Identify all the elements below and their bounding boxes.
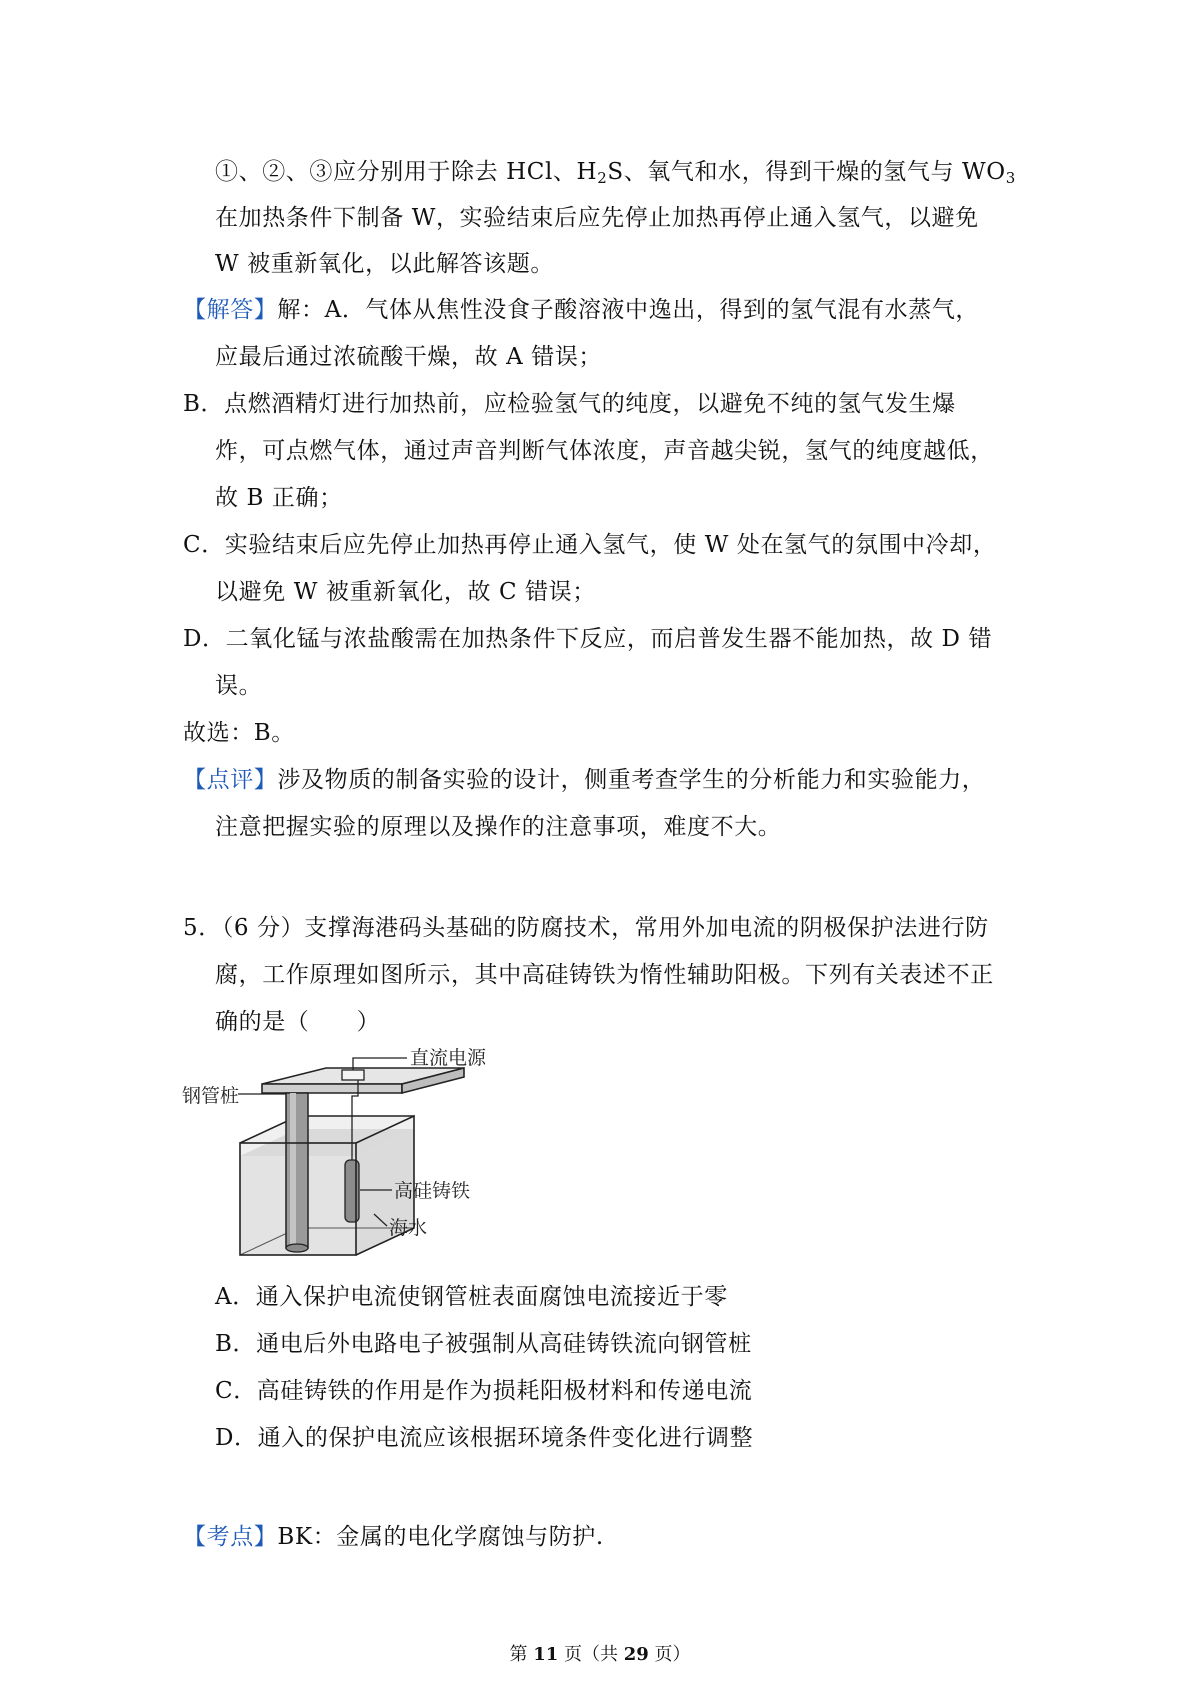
option-d-explanation: D．二氧化锰与浓盐酸需在加热条件下反应，而启普发生器不能加热，故 D 错 [183,626,993,652]
power-label: 直流电源 [410,1048,487,1069]
comment-line-2: 注意把握实验的原理以及操作的注意事项，难度不大。 [215,814,782,840]
footer-suffix: 页） [648,1644,691,1665]
analysis-line-1 [215,157,1016,187]
analysis-text-1b: S、氧气和水，得到干燥的氢气与 WO [607,159,1006,185]
analysis-text-1a: ①、②、③应分别用于除去 HCl、H [215,159,598,185]
steel-pile-bottom [286,1244,308,1252]
pile-label: 钢管桩 [182,1085,240,1107]
kaodian-line [183,1522,604,1552]
anode-rod [345,1160,359,1222]
answer-line-2: 应最后通过浓硫酸干燥，故 A 错误； [215,344,603,370]
question-5-line-3: 确的是（ ） [215,1009,381,1035]
page-footer [0,1640,1200,1666]
kaodian-tag: 【考点】 [183,1524,278,1550]
subscript-2: 2 [597,169,608,187]
comment-line-1 [183,765,985,795]
option-c-explanation: C．实验结束后应先停止加热再停止通入氢气，使 W 处在氢气的氛围中冷却， [183,532,997,558]
option-a: A．通入保护电流使钢管桩表面腐蚀电流接近于零 [215,1284,728,1310]
kaodian-text: BK：金属的电化学腐蚀与防护. [277,1524,604,1550]
option-b-explanation: B．点燃酒精灯进行加热前，应检验氢气的纯度，以避免不纯的氢气发生爆 [183,391,956,417]
answer-tag: 【解答】 [183,297,278,323]
board-front [262,1084,402,1093]
option-b-explanation-3: 故 B 正确； [215,485,343,511]
steel-pile-highlight [290,1093,296,1248]
footer-page-number: 11 [533,1644,559,1665]
analysis-line-3: W 被重新氧化，以此解答该题。 [215,251,554,277]
comment-text-1: 涉及物质的制备实验的设计，侧重考查学生的分析能力和实验能力， [277,767,986,793]
option-b-explanation-2: 炸，可点燃气体，通过声音判断气体浓度，声音越尖锐，氢气的纯度越低， [215,438,994,464]
question-5-line-1: 5．（6 分）支撑海港码头基础的防腐技术，常用外加电流的阴极保护法进行防 [183,915,989,941]
answer-text-1: 解：A．气体从焦性没食子酸溶液中逸出，得到的氢气混有水蒸气， [277,297,980,323]
answer-line-1 [183,295,979,325]
footer-total-pages: 29 [623,1644,649,1665]
steel-pile [286,1093,308,1248]
footer-prefix: 第 [509,1644,534,1665]
question-5-line-2: 腐，工作原理如图所示，其中高硅铸铁为惰性辅助阳极。下列有关表述不正 [215,962,994,988]
cathodic-protection-diagram [182,1048,522,1270]
subscript-3: 3 [1005,169,1016,187]
option-d-explanation-2: 误。 [215,673,263,699]
comment-tag: 【点评】 [183,767,278,793]
power-supply-box [342,1070,364,1080]
footer-middle: 页（共 [558,1644,624,1665]
seawater-label: 海水 [389,1217,428,1239]
final-choice: 故选：B。 [183,720,295,746]
option-b: B．通电后外电路电子被强制从高硅铸铁流向钢管桩 [215,1331,752,1357]
anode-label: 高硅铸铁 [394,1180,471,1202]
option-c: C．高硅铸铁的作用是作为损耗阳极材料和传递电流 [215,1378,753,1404]
option-c-explanation-2: 以避免 W 被重新氧化，故 C 错误； [215,579,596,605]
option-d: D．通入的保护电流应该根据环境条件变化进行调整 [215,1425,754,1451]
analysis-line-2: 在加热条件下制备 W，实验结束后应先停止加热再停止通入氢气，以避免 [215,205,979,231]
